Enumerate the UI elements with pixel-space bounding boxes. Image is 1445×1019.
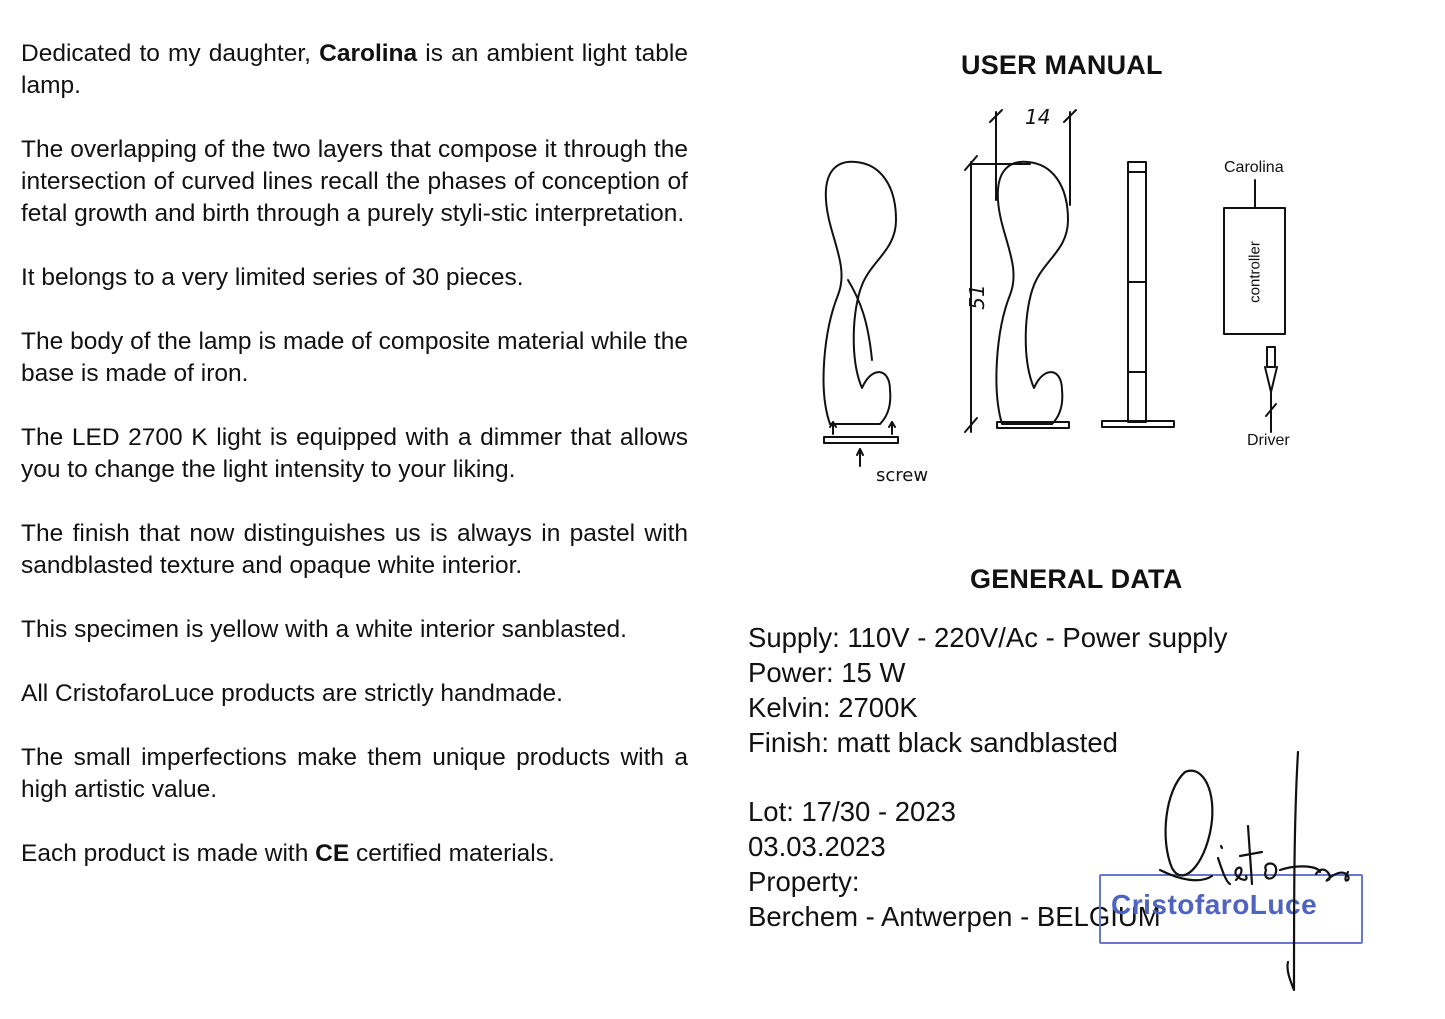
design-paragraph: The overlapping of the two layers that compose it through the intersection of curved lines recall the phases of conception of fetal growth and birth through a purely styli-stic interpretation. (21, 136, 688, 227)
intro-text: Dedicated to my daughter, (21, 40, 320, 67)
imperfections-paragraph: The small imperfections make them unique products with a high artistic value. (21, 744, 688, 803)
property-label: Property: (748, 866, 860, 897)
supply-value: Supply: 110V - 220V/Ac - Power supply (748, 622, 1228, 653)
carolina-label: Carolina (1224, 159, 1284, 176)
finish-value: Finish: matt black sandblasted (748, 727, 1118, 758)
controller-label: controller (1246, 241, 1264, 303)
lot-value: Lot: 17/30 - 2023 (748, 796, 956, 827)
date-value: 03.03.2023 (748, 831, 886, 862)
kelvin-value: Kelvin: 2700K (748, 692, 918, 723)
series-paragraph: It belongs to a very limited series of 30 pieces. (21, 264, 524, 291)
ce-text: Each product is made with (21, 840, 316, 867)
user-manual-title: USER MANUAL (961, 50, 1163, 80)
finish-paragraph: The finish that now distinguishes us is always in pastel with sandblasted texture and opaque white interior. (21, 520, 688, 579)
location-value: Berchem - Antwerpen - BELGIUM (748, 901, 1161, 932)
specimen-paragraph: This specimen is yellow with a white interior sanblasted. (21, 616, 627, 643)
driver-label: Driver (1247, 432, 1290, 449)
intro-text-end: is an ambient light table lamp. (21, 40, 688, 99)
general-data-title: GENERAL DATA (970, 564, 1183, 594)
width-dimension-label: 14 (1025, 105, 1051, 129)
power-value: Power: 15 W (748, 657, 906, 688)
material-paragraph: The body of the lamp is made of composite material while the base is made of iron. (21, 328, 688, 387)
product-name: Carolina (319, 40, 418, 67)
ce-mark: CE (315, 840, 350, 867)
light-paragraph: The LED 2700 K light is equipped with a dimmer that allows you to change the light intensity to your liking. (21, 424, 688, 483)
height-dimension-label: 51 (965, 284, 989, 310)
handmade-paragraph: All CristofaroLuce products are strictly handmade. (21, 680, 563, 707)
ce-text-end: certified materials. (349, 840, 555, 867)
screw-label: screw (876, 465, 929, 486)
stamp-text: CristofaroLuce (1111, 889, 1318, 920)
